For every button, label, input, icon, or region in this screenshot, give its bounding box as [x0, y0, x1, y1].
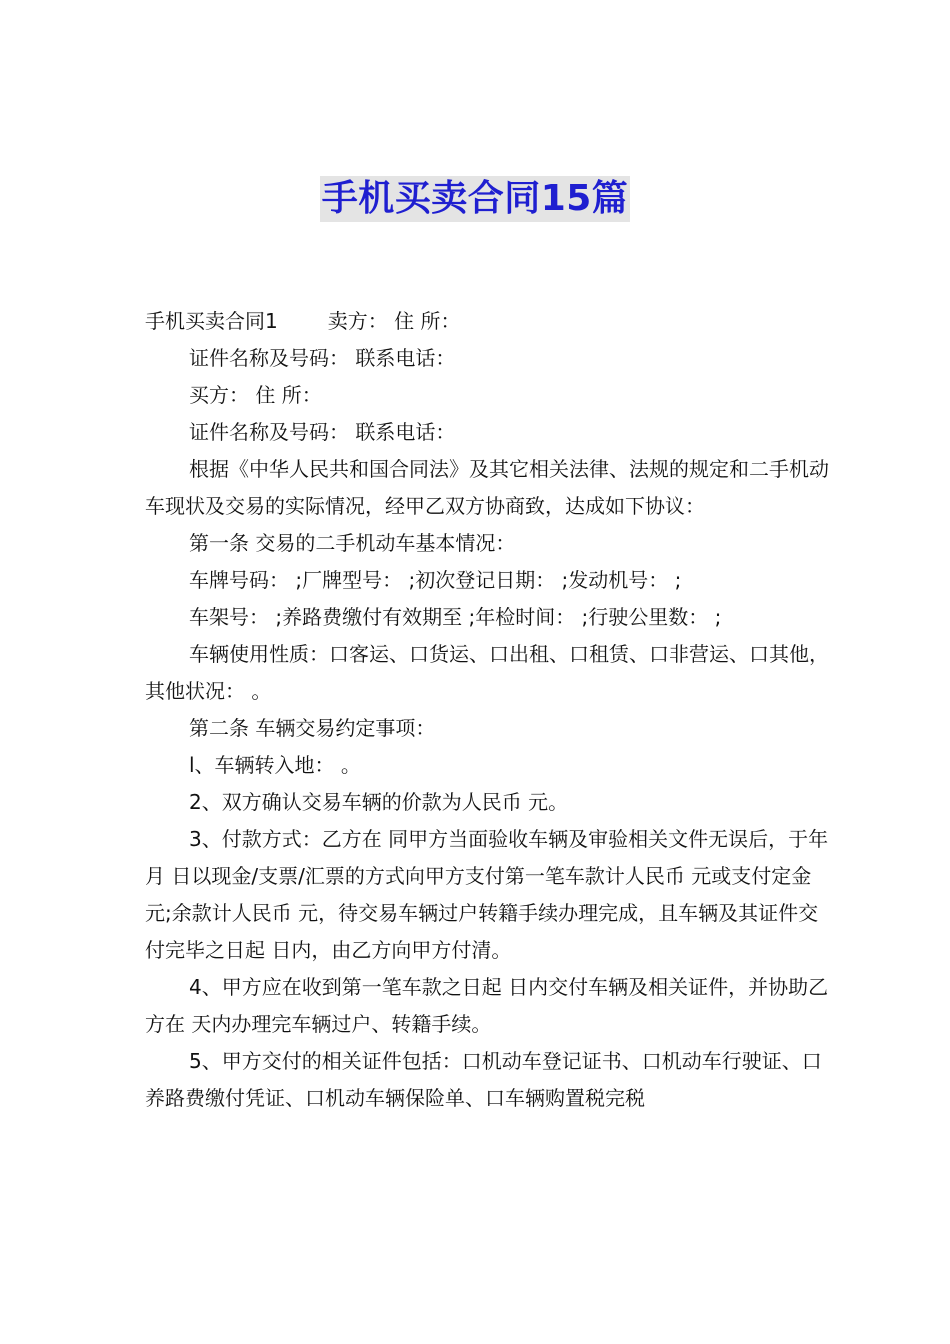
- paragraph-frame-info: 车架号： ;养路费缴付有效期至 ;年检时间： ;行驶公里数： ;: [189, 605, 722, 629]
- paragraph-buyer-info: 买方： 住 所：: [189, 383, 322, 407]
- paragraph-seller-id: 证件名称及号码： 联系电话：: [189, 346, 456, 370]
- document-body: [145, 303, 835, 1117]
- paragraph-article-1-heading: 第一条 交易的二手机动车基本情况：: [189, 531, 516, 555]
- paragraph-preamble: 根据《中华人民共和国合同法》及其它相关法律、法规的规定和二手机动车现状及交易的实际情况，经甲乙双方协商致，达成如下协议：: [145, 457, 829, 518]
- paragraph-seller-info: [145, 303, 835, 340]
- paragraph-plate-info: 车牌号码： ;厂牌型号： ;初次登记日期： ;发动机号： ;: [189, 568, 682, 592]
- contract-subtitle: 手机买卖合同1: [145, 309, 278, 333]
- title-container: [0, 176, 950, 222]
- paragraph-item-4: 4、甲方应在收到第一笔车款之日起 日内交付车辆及相关证件，并协助乙方在 天内办理完车辆过户、转籍手续。: [145, 975, 829, 1036]
- paragraph-item-3: 3、付款方式：乙方在 同甲方当面验收车辆及审验相关文件无误后，于年 月 日以现金/支票/汇票的方式向甲方支付第一笔车款计人民币 元或支付定金 元;余款计人民币 元，待交易车辆过户转籍手续办理完成，且车辆及其证件交付完毕之日起 日内，由乙方向甲方付清。: [145, 827, 829, 962]
- seller-address-line: 卖方： 住 所：: [327, 309, 461, 333]
- paragraph-usage-type: 车辆使用性质：口客运、口货运、口出租、口租赁、口非营运、口其他，其他状况： 。: [145, 642, 829, 703]
- paragraph-buyer-id: 证件名称及号码： 联系电话：: [189, 420, 456, 444]
- paragraph-item-5: 5、甲方交付的相关证件包括：口机动车登记证书、口机动车行驶证、口养路费缴付凭证、口机动车辆保险单、口车辆购置税完税: [145, 1049, 822, 1110]
- paragraph-item-1: l、车辆转入地： 。: [189, 753, 361, 777]
- paragraph-item-2: 2、双方确认交易车辆的价款为人民币 元。: [189, 790, 569, 814]
- document-title: 手机买卖合同15篇: [320, 176, 631, 222]
- paragraph-article-2-heading: 第二条 车辆交易约定事项：: [189, 716, 436, 740]
